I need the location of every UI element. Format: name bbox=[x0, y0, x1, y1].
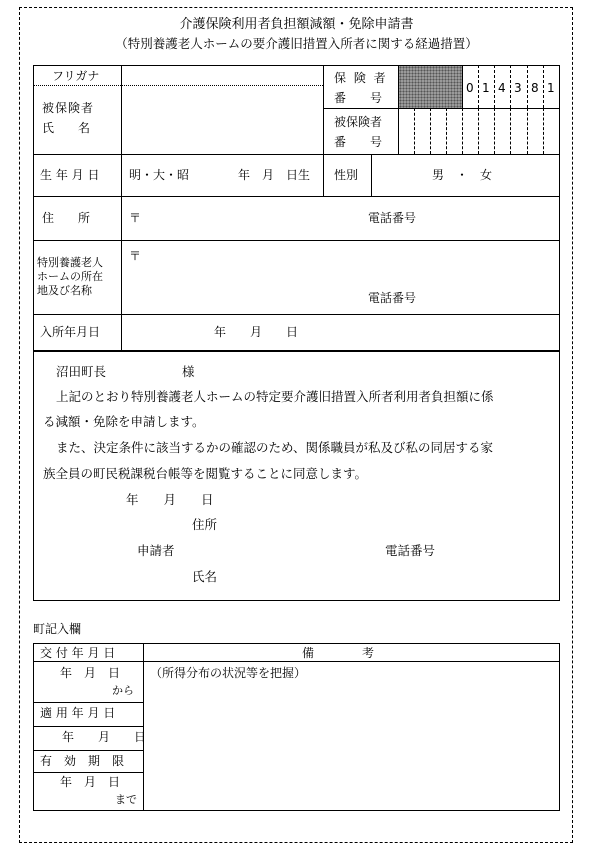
address-phone-label: 電話番号 bbox=[368, 211, 417, 225]
applicant-phone-label: 電話番号 bbox=[385, 543, 436, 558]
address-postal-mark: 〒 bbox=[129, 211, 142, 225]
declaration-date: 年 月 日 bbox=[126, 492, 214, 507]
apply-date-label: 適 用 年 月 日 bbox=[40, 706, 116, 720]
insurer-number-label-1: 保 険 者 bbox=[334, 71, 388, 85]
furigana-divider bbox=[33, 85, 323, 86]
facility-phone-label: 電話番号 bbox=[368, 291, 417, 305]
insured-name-label-2: 氏 名 bbox=[42, 121, 91, 135]
apply-date-ymd: 年 月 日 bbox=[62, 730, 147, 744]
remarks-label: 備 考 bbox=[302, 646, 375, 660]
admission-date-label: 入所年月日 bbox=[40, 325, 101, 339]
insured-number-label-2: 番 号 bbox=[334, 135, 383, 149]
address-label: 住 所 bbox=[42, 211, 91, 225]
facility-postal-mark: 〒 bbox=[129, 249, 142, 263]
office-use-heading: 町記入欄 bbox=[33, 622, 82, 636]
form-subtitle: （特別養護老人ホームの要介護旧措置入所者に関する経過措置） bbox=[115, 36, 478, 51]
era-options: 明・大・昭 bbox=[129, 168, 190, 182]
facility-label-2: ホームの所在 bbox=[37, 270, 103, 283]
validity-until: まで bbox=[115, 793, 137, 806]
declaration-line-3: また、決定条件に該当するかの確認のため、関係職員が私及び私の同居する家 bbox=[56, 440, 494, 455]
declaration-line-2: る減額・免除を申請します。 bbox=[43, 414, 205, 429]
sex-column-divider bbox=[371, 154, 372, 196]
insured-number-label-1: 被保険者 bbox=[334, 115, 383, 129]
insured-name-label-1: 被保険者 bbox=[42, 101, 95, 115]
middle-column-divider bbox=[323, 65, 324, 196]
sex-label: 性別 bbox=[334, 168, 359, 182]
insurer-number-divider bbox=[323, 108, 560, 109]
insurer-digit: 4 bbox=[498, 81, 506, 95]
insurer-digit: 3 bbox=[514, 81, 522, 95]
birthdate-label: 生 年 月 日 bbox=[40, 168, 100, 182]
insurer-digit: 1 bbox=[482, 81, 490, 95]
row-divider-address bbox=[33, 196, 560, 197]
insurer-number-label-2: 番 号 bbox=[334, 91, 383, 105]
birthdate-ymd: 年 月 日生 bbox=[238, 168, 311, 182]
issue-date-ymd: 年 月 日 bbox=[60, 666, 121, 680]
insurer-digit: 8 bbox=[531, 81, 539, 95]
admission-date-ymd: 年 月 日 bbox=[214, 325, 299, 339]
furigana-label: フリガナ bbox=[52, 69, 100, 83]
row-divider-birth bbox=[33, 154, 560, 155]
issue-date-from: から bbox=[112, 684, 134, 697]
applicant-name-label: 氏名 bbox=[192, 569, 218, 584]
form-title: 介護保険利用者負担額減額・免除申請書 bbox=[179, 17, 414, 32]
declaration-line-1: 上記のとおり特別養護老人ホームの特定要介護旧措置入所者利用者負担額に係 bbox=[56, 389, 494, 404]
issue-date-label: 交 付 年 月 日 bbox=[40, 646, 116, 660]
row-divider-admission bbox=[33, 314, 560, 315]
shaded-number-cells bbox=[399, 66, 462, 108]
declaration-line-4: 族全員の町民税課税台帳等を閲覧することに同意します。 bbox=[43, 466, 368, 481]
applicant-address-label: 住所 bbox=[192, 517, 218, 532]
validity-label: 有 効 期 限 bbox=[40, 754, 125, 768]
applicant-label: 申請者 bbox=[137, 543, 175, 558]
addressee-honorific: 様 bbox=[182, 364, 195, 379]
facility-label-3: 地及び名称 bbox=[37, 284, 92, 297]
validity-ymd: 年 月 日 bbox=[60, 775, 121, 789]
facility-label-1: 特別養護老人 bbox=[37, 256, 103, 269]
insurer-digit: 0 bbox=[466, 81, 474, 95]
sex-options: 男 ・ 女 bbox=[432, 168, 493, 182]
remarks-note: （所得分布の状況等を把握） bbox=[150, 666, 307, 680]
addressee: 沼田町長 bbox=[56, 364, 107, 379]
insurer-digit: 1 bbox=[547, 81, 555, 95]
row-divider-facility bbox=[33, 240, 560, 241]
label-column-divider bbox=[121, 65, 122, 351]
